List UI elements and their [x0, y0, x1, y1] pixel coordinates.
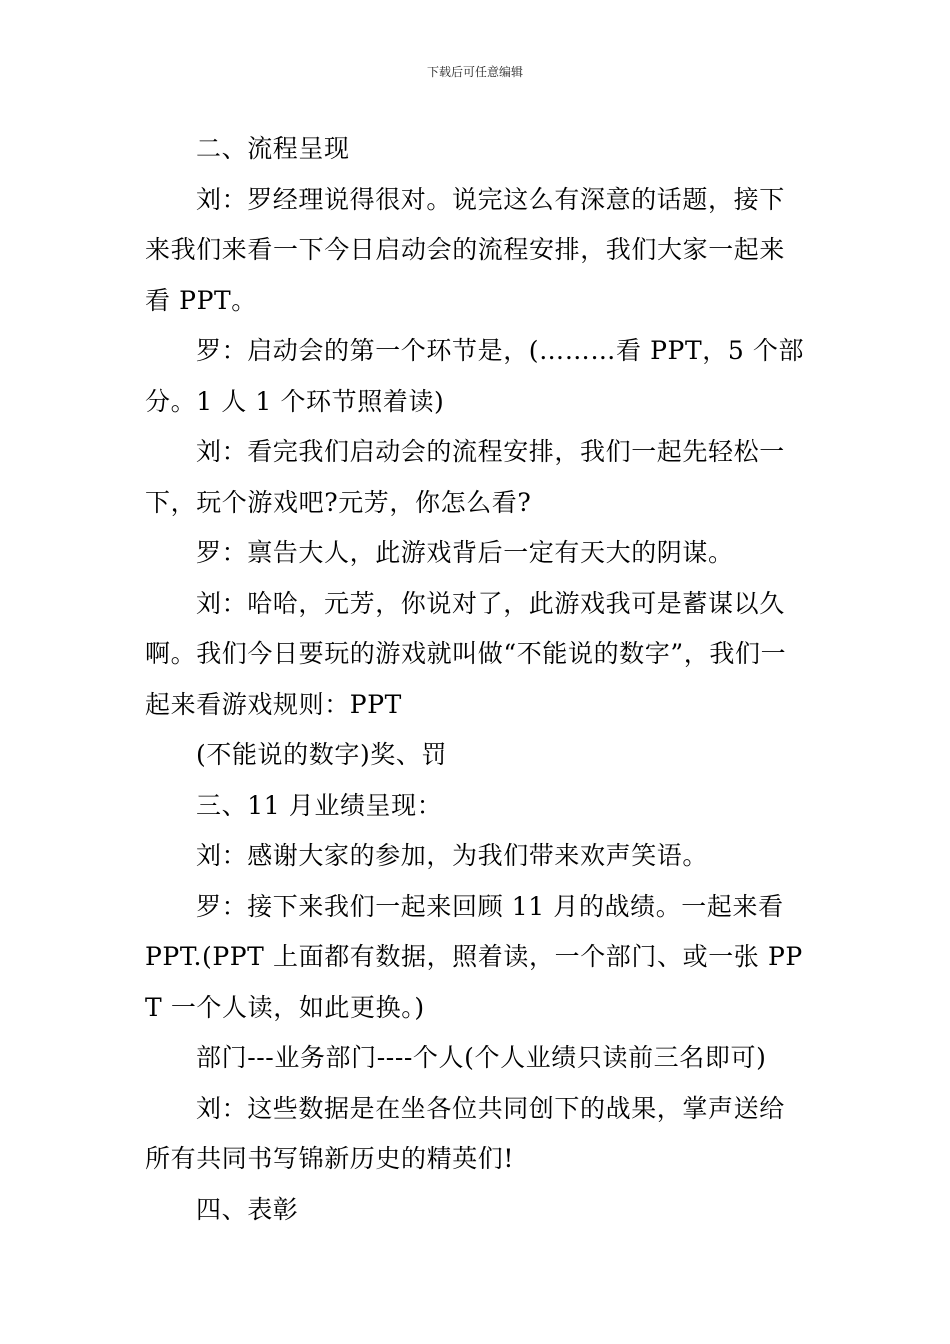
note-paragraph: (不能说的数字)奖、罚 [196, 740, 448, 769]
document-body [145, 124, 807, 1235]
dialogue-paragraph: 刘：罗经理说得很对。说完这么有深意的话题，接下来我们来看一下今日启动会的流程安排，我们大家一起来看 PPT。 [145, 184, 786, 315]
dialogue-paragraph: 刘：哈哈，元芳，你说对了，此游戏我可是蓄谋以久啊。我们今日要玩的游戏就叫做“不能说的数字”，我们一起来看游戏规则：PPT [145, 588, 787, 719]
dialogue-paragraph: 罗：禀告大人，此游戏背后一定有天大的阴谋。 [196, 538, 734, 567]
dialogue-paragraph: 刘：这些数据是在坐各位共同创下的战果，掌声送给所有共同书写锦新历史的精英们! [145, 1093, 785, 1173]
page-header: 下载后可任意编辑 [426, 65, 523, 79]
dialogue-paragraph: 罗：启动会的第一个环节是，(………看 PPT，5 个部分。1 人 1 个环节照着读) [145, 336, 805, 416]
section-heading-performance: 三、11 月业绩呈现： [196, 790, 443, 820]
dialogue-paragraph: 罗：接下来我们一起来回顾 11 月的战绩。一起来看 PPT.(PPT 上面都有数据，照着读，一个部门、或一张 PPT 一个人读，如此更换。) [145, 891, 803, 1022]
dialogue-paragraph: 刘：感谢大家的参加，为我们带来欢声笑语。 [196, 841, 709, 870]
section-heading-awards: 四、表彰 [196, 1194, 299, 1224]
section-heading-process: 二、流程呈现 [196, 134, 350, 163]
note-paragraph: 部门---业务部门----个人(个人业绩只读前三名即可) [196, 1043, 767, 1072]
dialogue-paragraph: 刘：看完我们启动会的流程安排，我们一起先轻松一下，玩个游戏吧?元芳，你怎么看? [145, 437, 785, 517]
